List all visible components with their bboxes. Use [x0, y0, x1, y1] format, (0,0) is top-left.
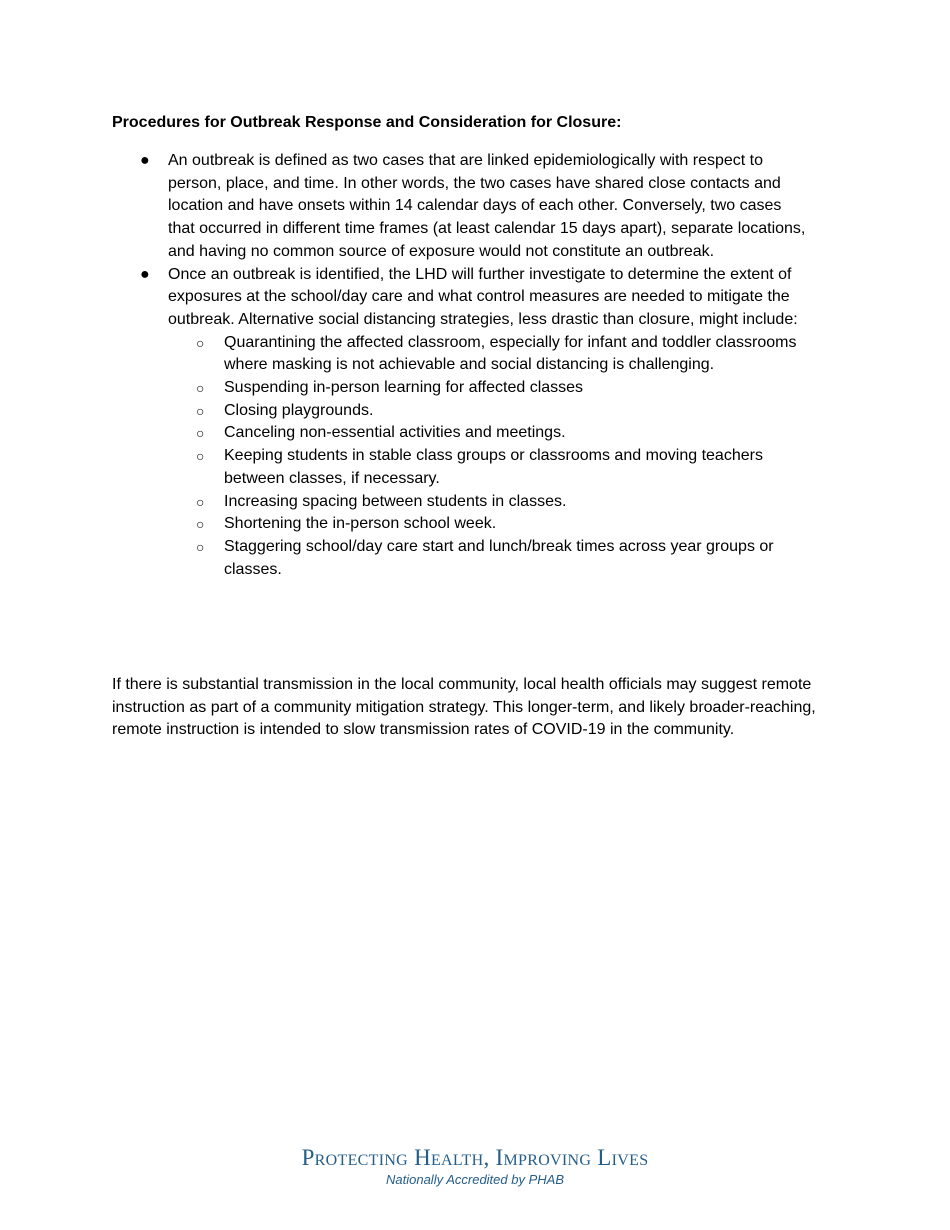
sub-list-item-text: Staggering school/day care start and lunch/break times across year groups or classes. — [224, 537, 774, 578]
circle-bullet-icon: ○ — [196, 448, 205, 465]
sub-list-item — [196, 445, 814, 490]
sub-list-item-text: Increasing spacing between students in classes. — [224, 492, 567, 510]
sub-list-item-text: Suspending in-person learning for affected classes — [224, 379, 584, 397]
bullet-list — [0, 150, 950, 581]
circle-bullet-icon: ○ — [196, 380, 205, 397]
sub-list-item — [196, 400, 814, 423]
section-heading: Procedures for Outbreak Response and Consideration for Closure: — [112, 114, 622, 131]
circle-bullet-icon: ○ — [196, 402, 205, 419]
sub-list-item — [196, 536, 814, 581]
sub-list — [168, 332, 810, 582]
sub-list-item — [196, 491, 814, 514]
list-item — [140, 264, 810, 582]
closing-paragraph: If there is substantial transmission in the local community, local health officials may suggest remote instruction as part of a community mitigation strategy. This longer-term, and likely broader-reaching, remote instruction is intended to slow transmission rates of COVID-19 in the community. — [112, 676, 816, 739]
sub-list-item-text: Canceling non-essential activities and meetings. — [224, 424, 566, 442]
sub-list-item-text: Shortening the in-person school week. — [224, 515, 497, 533]
circle-bullet-icon: ○ — [196, 425, 205, 442]
page-footer — [0, 1144, 950, 1188]
bullet-icon: ● — [140, 152, 150, 169]
list-item — [140, 150, 810, 264]
sub-list-item-text: Closing playgrounds. — [224, 401, 374, 419]
sub-list-item — [196, 422, 814, 445]
bullet-icon: ● — [140, 265, 150, 283]
sub-list-item — [196, 332, 814, 377]
circle-bullet-icon: ○ — [196, 538, 205, 555]
list-item-text: Once an outbreak is identified, the LHD will further investigate to determine the extent of exposures at the school/day care and what control measures are needed to mitigate the outbreak. Alternative social distancing strategies, less drastic than closure, might include: — [168, 265, 798, 328]
footer-accreditation: Nationally Accredited by PHAB — [386, 1172, 564, 1187]
sub-list-item-text: Quarantining the affected classroom, especially for infant and toddler classrooms where masking is not achievable and social distancing is challenging. — [224, 333, 797, 374]
circle-bullet-icon: ○ — [196, 516, 205, 533]
list-item-text: An outbreak is defined as two cases that are linked epidemiologically with respect to person, place, and time. In other words, the two cases have shared close contacts and location and have onsets within 14 calendar days of each other. Conversely, two cases that occurred in different time frames (at least calendar 15 days apart), separate locations, and having no common source of exposure would not constitute an outbreak. — [168, 152, 806, 260]
sub-list-item-text: Keeping students in stable class groups or classrooms and moving teachers between classes, if necessary. — [224, 447, 763, 487]
circle-bullet-icon: ○ — [196, 334, 205, 351]
circle-bullet-icon: ○ — [196, 493, 205, 510]
footer-tagline: Protecting Health, Improving Lives — [301, 1145, 649, 1170]
sub-list-item — [196, 377, 814, 400]
sub-list-item — [196, 513, 814, 536]
